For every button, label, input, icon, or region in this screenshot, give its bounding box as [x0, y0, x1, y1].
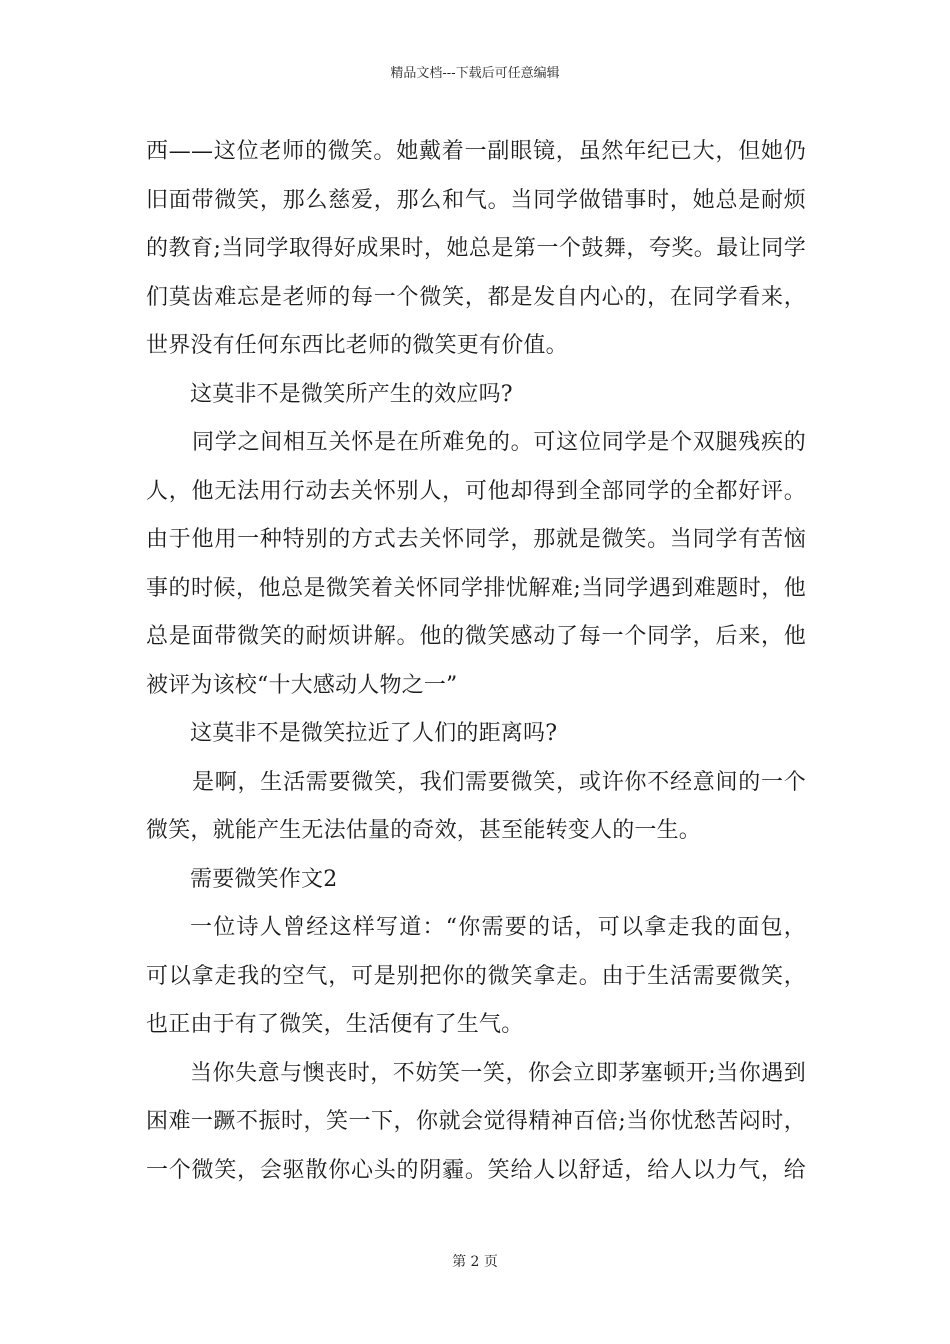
text-line: 被评为该校“十大感动人物之一” — [146, 672, 458, 698]
paragraph-line: 当你失意与懊丧时，不妨笑一笑，你会立即茅塞顿开;当你遇到 — [190, 1060, 806, 1086]
text-line: 微笑，就能产生无法估量的奇效，甚至能转变人的一生。 — [146, 818, 702, 843]
paragraph-line: 这莫非不是微笑拉近了人们的距离吗? — [190, 721, 558, 746]
text-line: 困难一蹶不振时，笑一下，你就会觉得精神百倍;当你忧愁苦闷时， — [146, 1109, 806, 1134]
paragraph-line: 是啊，生活需要微笑，我们需要微笑，或许你不经意间的一个 — [192, 769, 806, 795]
text-line: 由于他用一种特别的方式去关怀同学，那就是微笑。当同学有苦恼 — [146, 527, 806, 552]
text-line: 可以拿走我的空气，可是别把你的微笑拿走。由于生活需要微笑， — [146, 963, 806, 989]
page-number: 第 2 页 — [452, 1254, 498, 1270]
text-line: 也正由于有了微笑，生活便有了生气。 — [146, 1012, 524, 1037]
section-heading: 需要微笑作文2 — [190, 866, 338, 892]
text-line: 总是面带微笑的耐烦讲解。他的微笑感动了每一个同学，后来，他 — [146, 624, 806, 649]
paragraph-line: 一位诗人曾经这样写道：“你需要的话，可以拿走我的面包， — [190, 915, 806, 940]
document-body — [146, 128, 806, 1195]
text-line: 们莫齿难忘是老师的每一个微笑，都是发自内心的，在同学看来， — [146, 284, 806, 310]
page-header: 精品文档---下载后可任意编辑 — [390, 66, 560, 81]
text-line: 世界没有任何东西比老师的微笑更有价值。 — [146, 333, 568, 358]
text-line: 事的时候，他总是微笑着关怀同学排忧解难;当同学遇到难题时，他 — [146, 575, 806, 601]
text-line: 的教育;当同学取得好成果时，她总是第一个鼓舞，夸奖。最让同学 — [146, 236, 806, 261]
text-line: 人，他无法用行动去关怀别人，可他却得到全部同学的全都好评。 — [146, 478, 806, 504]
text-line: 旧面带微笑，那么慈爱，那么和气。当同学做错事时，她总是耐烦 — [146, 187, 806, 213]
text-line: 西——这位老师的微笑。她戴着一副眼镜，虽然年纪已大，但她仍 — [146, 139, 806, 164]
paragraph-line: 这莫非不是微笑所产生的效应吗? — [190, 381, 513, 407]
paragraph-line: 同学之间相互关怀是在所难免的。可这位同学是个双腿残疾的 — [192, 430, 806, 455]
text-line: 一个微笑，会驱散你心头的阴霾。笑给人以舒适，给人以力气，给 — [146, 1157, 806, 1183]
